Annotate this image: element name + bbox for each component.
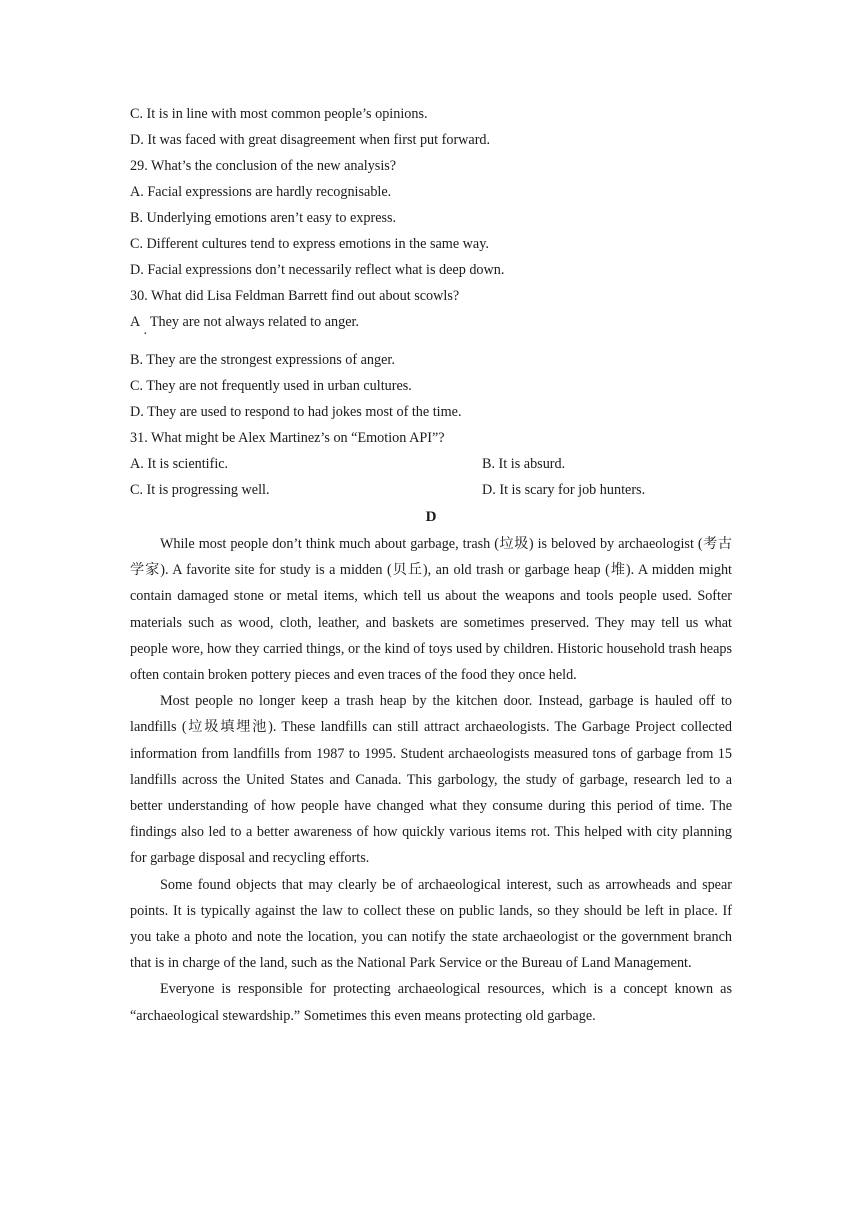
passage-paragraph: While most people don’t think much about garbage, trash (垃圾) is beloved by archaeologist (考古学家). A favorite site for study is a midden (贝丘), an old trash or garbage heap (堆). A midden might contain damaged stone or metal items, which tell us about the weapons and tools people used. Softer materials such as wood, cloth, leather, and baskets are sometimes preserved. They may tell us what people wore, how they carried things, or the kind of toys used by children. Historic household trash heaps often contain broken pottery pieces and even traces of the food they once held. xyxy=(130,536,732,684)
q30-option-a-dot xyxy=(130,327,732,347)
q30-option-b: B. They are the strongest expressions of anger. xyxy=(130,352,395,368)
q29-option-d: D. Facial expressions don’t necessarily reflect what is deep down. xyxy=(130,262,505,278)
q30-option-d: D. They are used to respond to had jokes most of the time. xyxy=(130,404,462,420)
q31-option-a: A. It is scientific. xyxy=(130,456,229,472)
q29-option-b: B. Underlying emotions aren’t easy to express. xyxy=(130,210,397,226)
q28-option-c: C. It is in line with most common people’s opinions. xyxy=(130,106,428,122)
q30-option-a: A They are not always related to anger. xyxy=(130,314,360,330)
q30-option-c: C. They are not frequently used in urban cultures. xyxy=(130,378,412,394)
passage-paragraph: Some found objects that may clearly be of archaeological interest, such as arrowheads and spear points. It is typically against the law to collect these on public lands, so they should be left in place. If you take a photo and note the location, you can notify the state archaeologist or the government branch that is in charge of the land, such as the National Park Service or the Bureau of Land Management. xyxy=(130,876,732,972)
passage-paragraph: Everyone is responsible for protecting archaeological resources, which is a concept known as “archaeological stewardship.” Sometimes this even means protecting old garbage. xyxy=(130,981,732,1024)
q30-stem: 30. What did Lisa Feldman Barrett find out about scowls? xyxy=(130,288,460,304)
q31-option-d: D. It is scary for job hunters. xyxy=(482,482,646,498)
q28-option-d: D. It was faced with great disagreement when first put forward. xyxy=(130,132,491,148)
document-page xyxy=(130,101,732,1029)
passage-title: D xyxy=(425,509,437,525)
q31-options-row-1 xyxy=(130,451,732,477)
q31-stem: 31. What might be Alex Martinez’s on “Emotion API”? xyxy=(130,430,445,446)
q31-options-row-2 xyxy=(130,477,732,503)
q31-option-c: C. It is progressing well. xyxy=(130,482,270,498)
q29-stem: 29. What’s the conclusion of the new analysis? xyxy=(130,158,397,174)
q29-option-a: A. Facial expressions are hardly recognisable. xyxy=(130,184,392,200)
passage-paragraph: Most people no longer keep a trash heap by the kitchen door. Instead, garbage is hauled off to landfills (垃圾填埋池). These landfills can still attract archaeologists. The Garbage Project collected information from landfills from 1987 to 1995. Student archaeologists measured tons of garbage from 15 landfills across the United States and Canada. This garbology, the study of garbage, research led to a better understanding of how people have changed what they consume during this period of time. The findings also led to a better awareness of how quickly various items rot. This helped with city planning for garbage disposal and recycling efforts. xyxy=(130,693,732,867)
dot-glyph: · xyxy=(143,327,148,342)
q31-option-b: B. It is absurd. xyxy=(482,456,566,472)
q29-option-c: C. Different cultures tend to express emotions in the same way. xyxy=(130,236,489,252)
